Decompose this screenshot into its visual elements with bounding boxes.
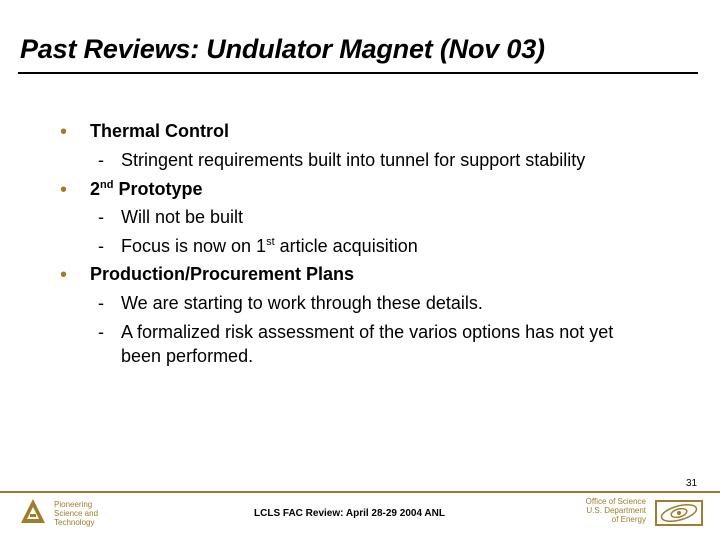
sub-dash: - — [98, 322, 104, 342]
sub-dash: - — [98, 150, 104, 170]
bullet-marker: • — [60, 179, 68, 201]
sub-dash: - — [98, 236, 104, 256]
sub-text: Will not be built — [121, 207, 244, 227]
sub-dash: - — [98, 207, 104, 227]
sub-text: A formalized risk assessment of the varios options has not yet — [121, 322, 614, 342]
doe-science-logo-icon — [655, 500, 703, 526]
bullet-text-thermal-control: Thermal Control — [90, 121, 230, 141]
sub-dash: - — [98, 293, 104, 313]
sub-text: Stringent requirements built into tunnel for support stability — [121, 150, 586, 170]
footer-review-label: LCLS FAC Review: April 28-29 2004 ANL — [254, 508, 445, 519]
footer-divider — [0, 491, 720, 493]
title-underline — [18, 72, 698, 74]
office-of-science-label: Office of Science U.S. Department of Energy — [585, 497, 646, 524]
bullet-marker: • — [60, 121, 68, 143]
slide-title: Past Reviews: Undulator Magnet (Nov 03) — [20, 34, 545, 64]
bullet-marker: • — [60, 264, 68, 286]
page-number: 31 — [686, 478, 698, 489]
sub-text: Focus is now on 1st article acquisition — [121, 236, 418, 256]
sub-text: We are starting to work through these details. — [121, 293, 483, 313]
lab-name: Pioneering Science and Technology — [54, 500, 99, 527]
argonne-logo-icon — [20, 498, 46, 524]
bullet-text-prototype: 2nd Prototype — [90, 179, 203, 199]
sub-text-continued: been performed. — [121, 346, 254, 366]
bullet-text-production-plans: Production/Procurement Plans — [90, 264, 355, 284]
